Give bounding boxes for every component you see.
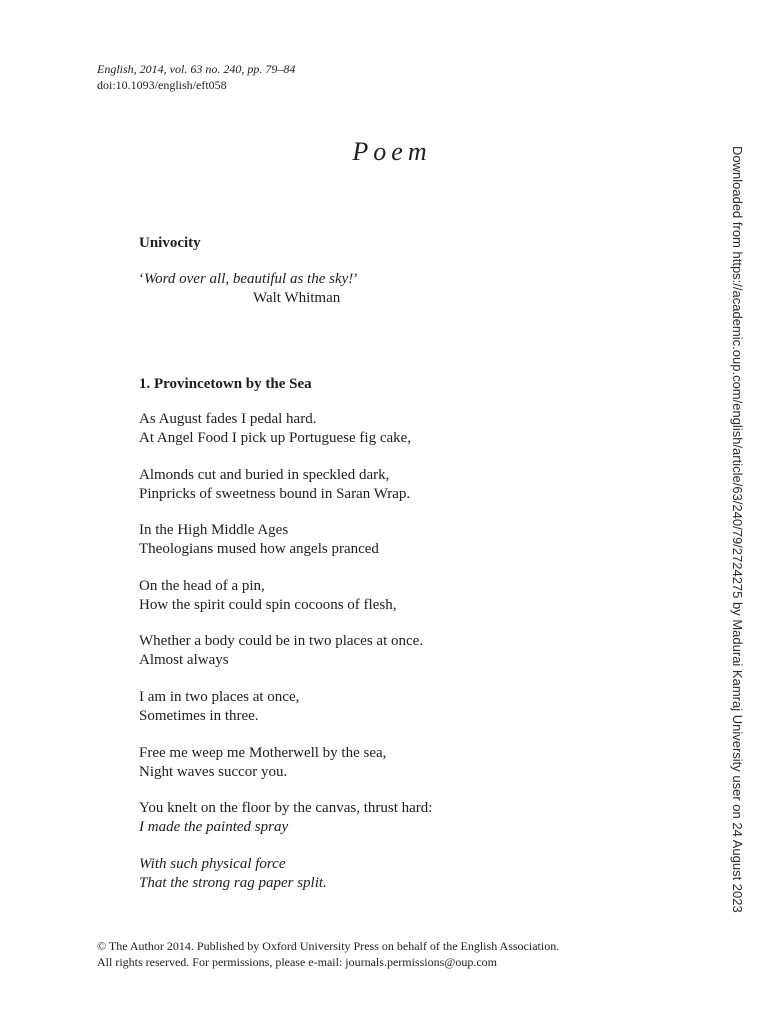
poem-line: I made the painted spray [139, 819, 289, 836]
stanza [139, 521, 432, 559]
stanza [139, 799, 432, 837]
stanza [139, 410, 432, 448]
stanza [139, 577, 432, 615]
journal-reference [97, 61, 295, 93]
section-heading: 1. Provincetown by the Sea [139, 376, 312, 392]
poem-line: That the strong rag paper split. [139, 874, 327, 891]
poem-title: Univocity [139, 235, 201, 251]
copyright-footer [97, 938, 559, 970]
poem-line: How the spirit could spin cocoons of flesh, [139, 596, 397, 613]
poem-line: Sometimes in three. [139, 707, 259, 724]
poem-line: With such physical force [139, 855, 286, 872]
poem-line: Theologians mused how angels pranced [139, 541, 379, 558]
doi-text: doi:10.1093/english/eft058 [97, 78, 227, 92]
poem-line: Night waves succor you. [139, 763, 288, 780]
permissions-line: All rights reserved. For permissions, please e-mail: journals.permissions@oup.com [97, 955, 497, 969]
poem-body [139, 410, 432, 910]
epigraph-author: Walt Whitman [253, 290, 341, 306]
stanza [139, 688, 432, 726]
epigraph-quote [139, 270, 358, 289]
epigraph [139, 270, 359, 306]
page-title: Poem [352, 137, 432, 166]
stanza [139, 466, 432, 504]
poem-line: Whether a body could be in two places at once. [139, 633, 424, 650]
stanza [139, 855, 432, 893]
download-notice: Downloaded from https://academic.oup.com/english/article/63/240/79/2724275 by Madurai Kamraj University user on 24 August 2023 [730, 146, 745, 913]
stanza [139, 744, 432, 782]
poem-line: I am in two places at once, [139, 688, 300, 705]
poem-line: Almonds cut and buried in speckled dark, [139, 466, 390, 483]
poem-line: As August fades I pedal hard. [139, 411, 317, 427]
poem-line: In the High Middle Ages [139, 522, 289, 539]
poem-line: Almost always [139, 652, 229, 669]
poem-line: You knelt on the floor by the canvas, thrust hard: [139, 800, 433, 817]
poem-line: At Angel Food I pick up Portuguese fig cake, [139, 430, 412, 446]
epigraph-quote-text: Word over all, beautiful as the sky! [144, 271, 354, 287]
poem-line: On the head of a pin, [139, 577, 265, 594]
epigraph-quote-close: ’ [353, 271, 359, 287]
poem-line: Free me weep me Motherwell by the sea, [139, 744, 387, 761]
copyright-line: © The Author 2014. Published by Oxford University Press on behalf of the English Association. [97, 939, 560, 953]
poem-line: Pinpricks of sweetness bound in Saran Wrap. [139, 485, 411, 502]
stanza [139, 632, 432, 670]
epigraph-quote-open: ‘ [139, 271, 144, 287]
journal-citation: English, 2014, vol. 63 no. 240, pp. 79–84 [97, 62, 296, 76]
